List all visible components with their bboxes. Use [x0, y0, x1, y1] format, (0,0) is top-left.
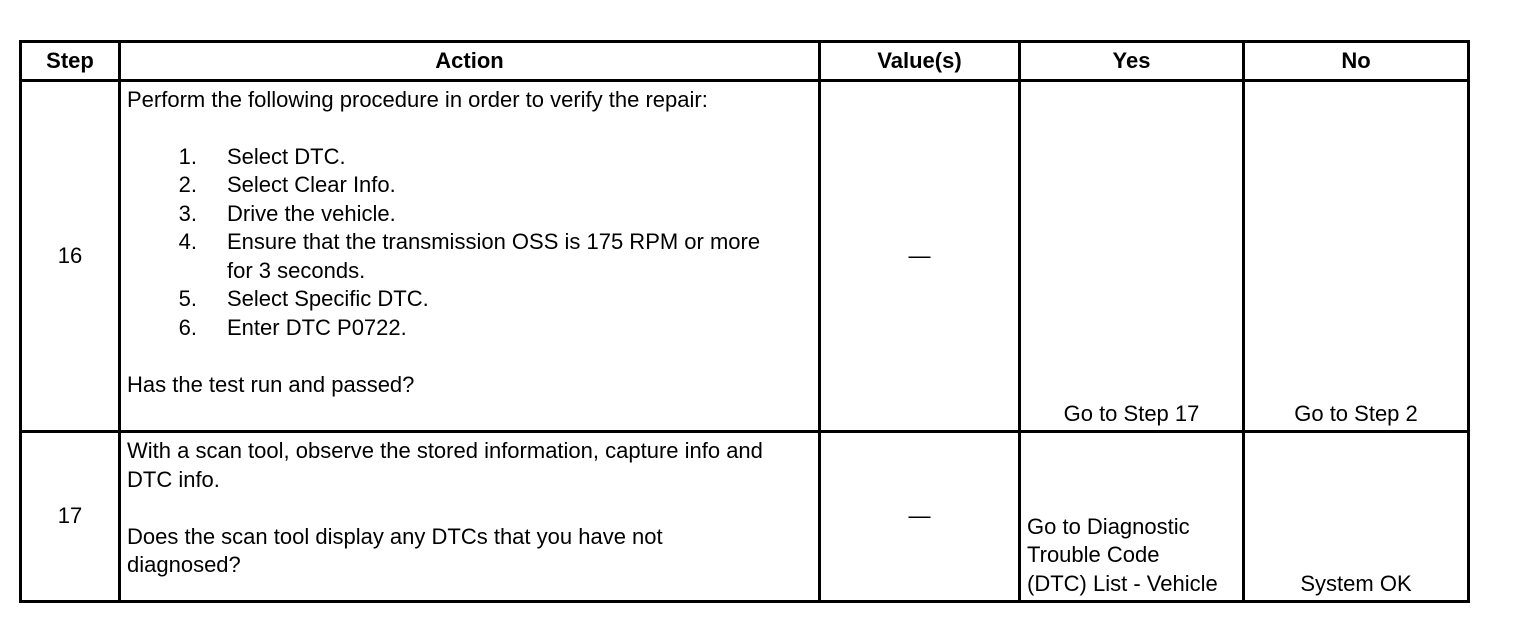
values-cell: — [820, 432, 1020, 602]
table-row-step-16 [21, 81, 1469, 432]
procedure-list [127, 143, 812, 343]
procedure-item [127, 228, 812, 285]
procedure-item-text: Drive the vehicle. [227, 200, 396, 226]
no-cell: System OK [1244, 432, 1469, 602]
action-question: Has the test run and passed? [127, 372, 415, 397]
procedure-item-number: 4. [178, 229, 197, 254]
header-action: Action [120, 42, 820, 81]
yes-cell: Go to Step 17 [1020, 81, 1244, 432]
procedure-item-number: 6. [178, 314, 197, 340]
procedure-item-text: Select Clear Info. [227, 172, 396, 197]
procedure-item-number: 3. [178, 200, 197, 226]
procedure-item [127, 285, 812, 314]
procedure-item-text: Select DTC. [227, 143, 346, 169]
action-question: Does the scan tool display any DTCs that you have not diagnosed? [127, 523, 663, 577]
procedure-item-text: Enter DTC P0722. [227, 314, 407, 340]
values-cell: — [820, 81, 1020, 432]
procedure-item [127, 143, 812, 172]
yes-cell-text: Go to Diagnostic Trouble Code (DTC) List - Vehicle [1027, 513, 1218, 596]
no-cell: Go to Step 2 [1244, 81, 1469, 432]
yes-cell [1020, 432, 1244, 602]
procedure-item-number: 1. [178, 143, 197, 169]
header-yes: Yes [1020, 42, 1244, 81]
action-cell [120, 432, 820, 602]
header-row [21, 42, 1469, 81]
header-step: Step [21, 42, 120, 81]
action-intro: Perform the following procedure in order to verify the repair: [127, 87, 708, 112]
action-intro: With a scan tool, observe the stored information, capture info and DTC info. [127, 438, 763, 492]
table-row-step-17 [21, 432, 1469, 602]
action-cell [120, 81, 820, 432]
header-values: Value(s) [820, 42, 1020, 81]
procedure-item [127, 200, 812, 229]
procedure-item-text: Ensure that the transmission OSS is 175 RPM or more for 3 seconds. [227, 229, 761, 283]
diagnostic-table [19, 40, 1470, 603]
procedure-item-number: 2. [178, 172, 197, 197]
header-no: No [1244, 42, 1469, 81]
step-number: 17 [21, 432, 120, 602]
procedure-item [127, 314, 812, 343]
step-number: 16 [21, 81, 120, 432]
spacer [127, 494, 812, 523]
procedure-item [127, 171, 812, 200]
procedure-item-number: 5. [178, 286, 197, 311]
procedure-item-text: Select Specific DTC. [227, 286, 429, 311]
